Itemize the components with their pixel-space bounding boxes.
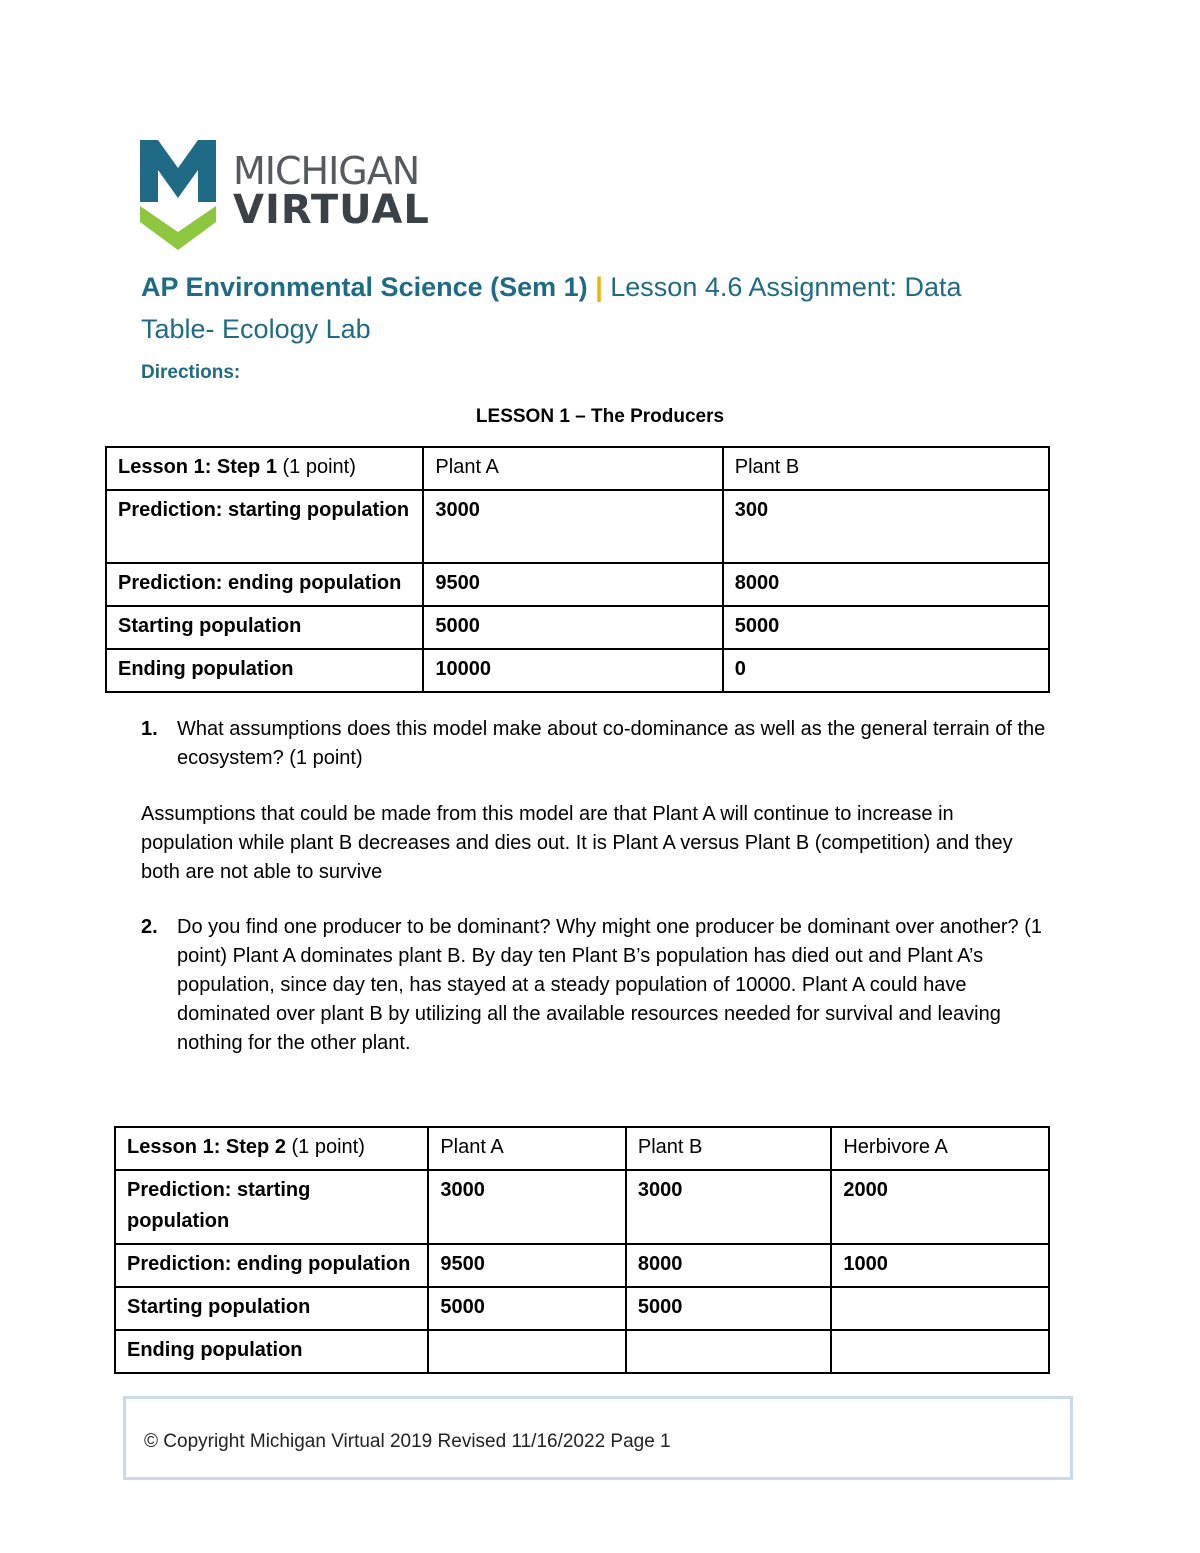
logo-text-michigan: MICHIGAN [233,149,420,193]
table-row [115,1127,1049,1170]
table-row [115,1287,1049,1330]
table-row [106,606,1049,649]
footer-box [123,1396,1073,1480]
table-row [106,447,1049,490]
table-row [115,1330,1049,1373]
directions-label: Directions: [141,362,241,383]
table-cell: 2000 [831,1170,1049,1244]
table-cell: 300 [723,490,1049,563]
column-header: Plant A [428,1127,626,1170]
table-row [115,1244,1049,1287]
copyright-text: © Copyright Michigan Virtual 2019 Revised 11/16/2022 Page 1 [144,1431,671,1452]
table-cell: 8000 [723,563,1049,606]
logo-text-virtual: VIRTUAL [233,187,430,233]
table-row [106,490,1049,563]
row-label: Ending population [115,1330,428,1373]
table-cell [626,1330,832,1373]
table-cell [831,1287,1049,1330]
table-cell: 5000 [428,1287,626,1330]
table-cell: 10000 [423,649,722,692]
question-2 [141,913,1061,1058]
row-label: Starting population [106,606,423,649]
table-row [106,649,1049,692]
course-name: AP Environmental Science (Sem 1) [141,272,588,302]
table-cell: 5000 [626,1287,832,1330]
answer-1: Assumptions that could be made from this model are that Plant A will continue to increase in population while plant B decreases and dies out. It is Plant A versus Plant B (competition) and they both are not able to survive [141,803,1013,883]
points-label: (1 point) [276,456,356,478]
table-cell: 5000 [723,606,1049,649]
column-header: Plant B [626,1127,832,1170]
table-header-cell [106,447,423,490]
table-cell: 1000 [831,1244,1049,1287]
row-label: Prediction: starting population [115,1170,428,1244]
row-label: Starting population [115,1287,428,1330]
question-1 [141,715,1061,773]
question-number: 1. [141,718,158,740]
lesson-heading: LESSON 1 – The Producers [475,406,725,427]
step-label: Lesson 1: Step 1 [118,456,277,478]
step2-table [114,1126,1050,1374]
page-title [141,266,1041,350]
step-label: Lesson 1: Step 2 [127,1136,286,1158]
row-label: Prediction: starting population [106,490,423,563]
table-cell: 3000 [428,1170,626,1244]
table-row [115,1170,1049,1244]
table-cell: 8000 [626,1244,832,1287]
logo-chevron-mark [140,206,216,250]
row-label: Ending population [106,649,423,692]
step1-table [105,446,1050,693]
table-cell: 3000 [626,1170,832,1244]
column-header: Herbivore A [831,1127,1049,1170]
question-text: Do you find one producer to be dominant? Why might one producer be dominant over another? (1 point) Plant A dominates plant B. By day ten Plant B’s population has died out and Plant A’s population, since day ten, has stayed at a steady population of 10000. Plant A could have dominated over plant B by utilizing all the available resources needed for survival and leaving nothing for the other plant. [177,916,1042,1054]
title-separator: | [595,272,603,302]
column-header: Plant A [423,447,722,490]
table-cell: 9500 [423,563,722,606]
question-text: What assumptions does this model make about co-dominance as well as the general terrain of the ecosystem? (1 point) [177,718,1046,769]
assignment-name: Lesson 4.6 Assignment: Data Table- Ecology Lab [141,272,962,344]
table-cell [831,1330,1049,1373]
table-header-cell [115,1127,428,1170]
table-cell [428,1330,626,1373]
points-label: (1 point) [285,1136,365,1158]
table-cell: 9500 [428,1244,626,1287]
table-row [106,563,1049,606]
logo-m-mark [140,140,216,202]
row-label: Prediction: ending population [106,563,423,606]
table-cell: 3000 [423,490,722,563]
row-label: Prediction: ending population [115,1244,428,1287]
table-cell: 0 [723,649,1049,692]
table-cell: 5000 [423,606,722,649]
column-header: Plant B [723,447,1049,490]
question-number: 2. [141,916,158,938]
